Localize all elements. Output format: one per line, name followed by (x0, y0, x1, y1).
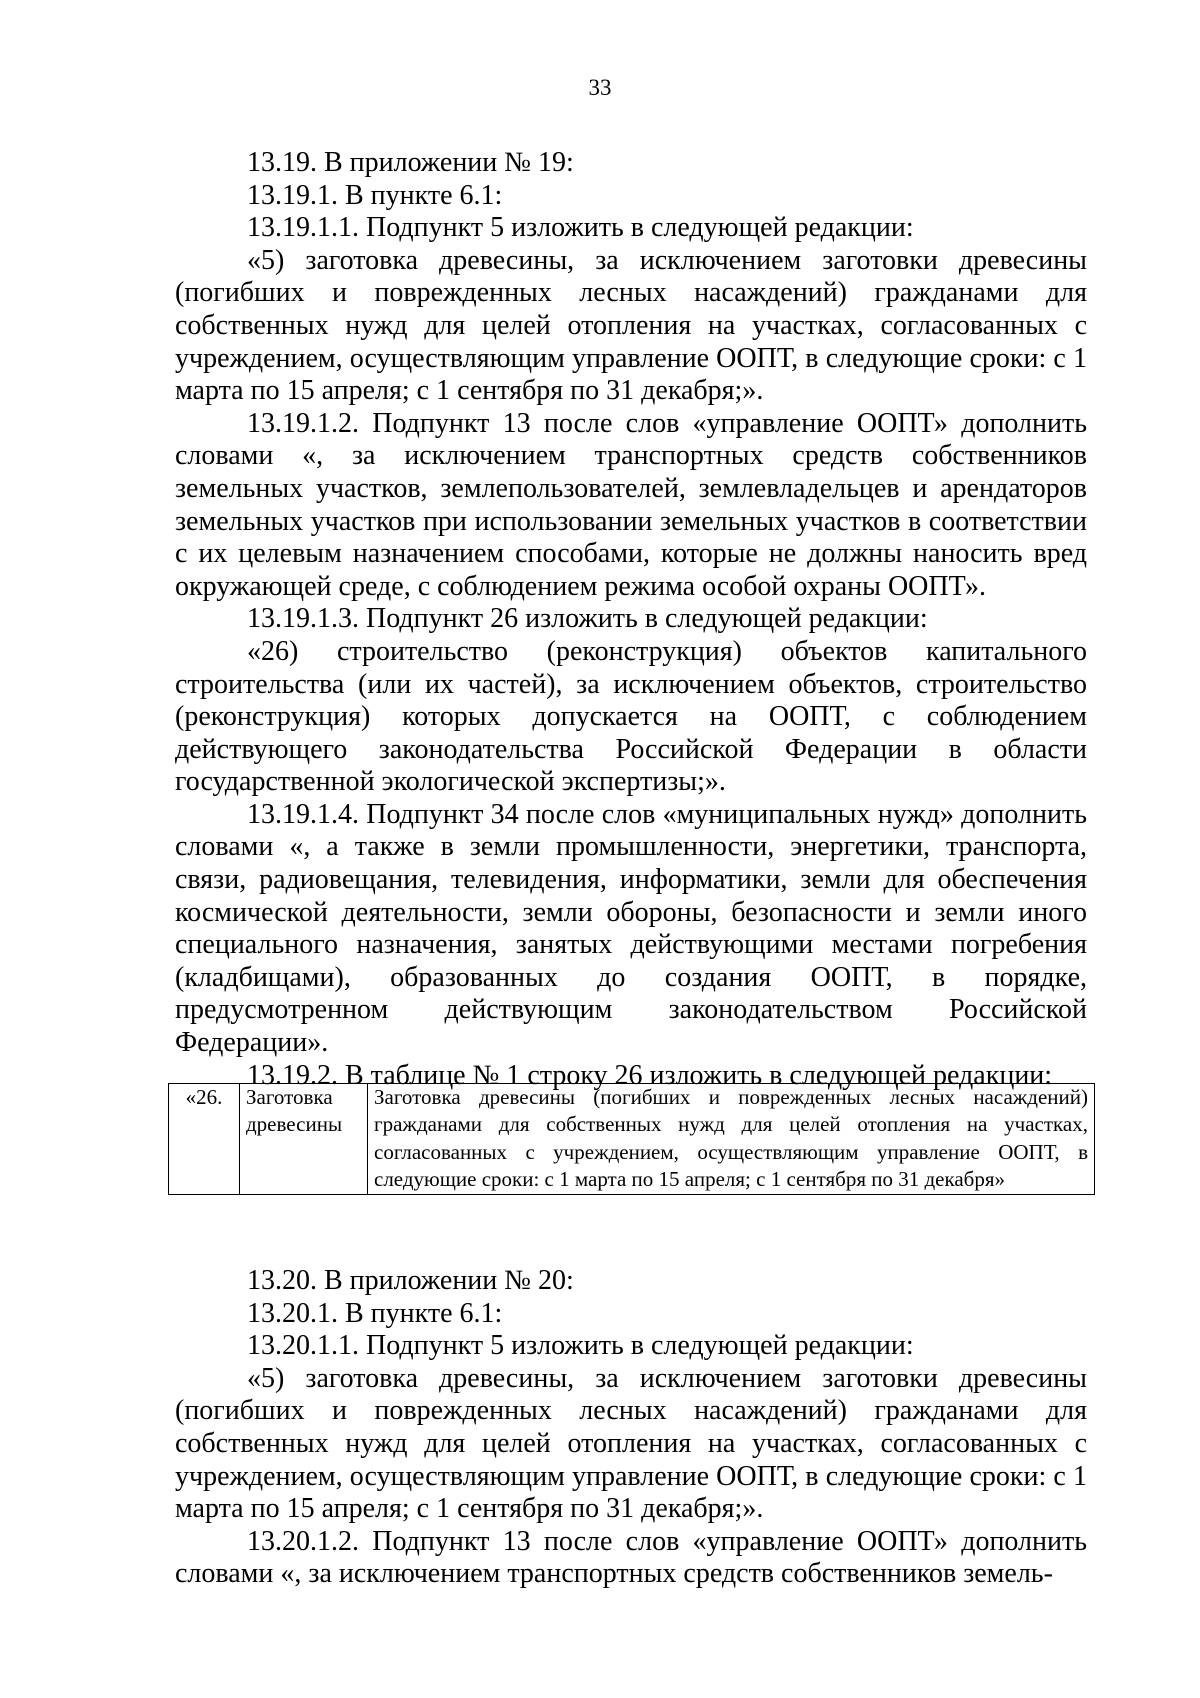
table-row (169, 1084, 1095, 1195)
paragraph-13-20-1-1: 13.20.1.1. Подпункт 5 изложить в следующей редакции: (247, 1330, 914, 1362)
paragraph-13-19: 13.19. В приложении № 19: (247, 147, 574, 178)
paragraph-subitem-5-text: «5) заготовка древесины, за исключением заготовки древесины (погибших и поврежденных лесных насаждений) гражданами для собственных нужд для целей отопления на участках, согласованных с учреждением, осуществляющим управление ООПТ, в следующие сроки: с 1 марта по 15 апреля; с 1 сентября по 31 декабря;». (175, 244, 1087, 407)
paragraph-subitem-5-text: «5) заготовка древесины, за исключением заготовки древесины (погибших и поврежденных лесных насаждений) гражданами для собственных нужд для целей отопления на участках, согласованных с учреждением, осуществляющим управление ООПТ, в следующие сроки: с 1 марта по 15 апреля; с 1 сентября по 31 декабря;». (175, 1362, 1087, 1525)
section-13-20 (175, 1265, 1087, 1591)
amendment-table (168, 1083, 1095, 1195)
paragraph-13-20-1-2: 13.20.1.2. Подпункт 13 после слов «управление ООПТ» дополнить словами «, за исключением транспортных средств собственников земель- (175, 1525, 1087, 1590)
table-cell-description: Заготовка древесины (погибших и поврежденных лесных насаждений) гражданами для собственных нужд для целей отопления на участках, согласованных с учреждением, осуществляющим управление ООПТ, в следующие сроки: с 1 марта по 15 апреля; с 1 сентября по 31 декабря» (368, 1084, 1095, 1195)
paragraph-subitem-26-text: «26) строительство (реконструкция) объектов капитального строительства (или их частей), за исключением объектов, строительство (реконструкция) которых допускается на ООПТ, с соблюдением действующего законодательства Российской Федерации в области государственной экологической экспертизы;». (175, 635, 1087, 798)
paragraph-13-19-2: 13.19.2. В таблице № 1 строку 26 изложить в следующей редакции: (247, 1059, 1053, 1091)
table-cell-number: «26. (169, 1084, 240, 1195)
section-13-19 (175, 147, 1087, 1092)
paragraph-13-19-1-2: 13.19.1.2. Подпункт 13 после слов «управление ООПТ» дополнить словами «, за исключением транспортных средств собственников земельных участков, землепользователей, землевладельцев и арендаторов земельных участков при использовании земельных участков в соответствии с их целевым назначением способами, которые не должны наносить вред окружающей среде, с соблюдением режима особой охраны ООПТ». (175, 407, 1087, 602)
table-cell-name: Заготовка древесины (240, 1084, 368, 1195)
paragraph-13-20-1: 13.20.1. В пункте 6.1: (247, 1297, 503, 1329)
page-number: 33 (588, 75, 612, 100)
paragraph-13-19-1-1: 13.19.1.1. Подпункт 5 изложить в следующей редакции: (247, 212, 914, 244)
paragraph-13-20: 13.20. В приложении № 20: (247, 1265, 574, 1296)
paragraph-13-19-1-3: 13.19.1.3. Подпункт 26 изложить в следующей редакции: (247, 603, 928, 635)
paragraph-13-19-1-4: 13.19.1.4. Подпункт 34 после слов «муниципальных нужд» дополнить словами «, а также в земли промышленности, энергетики, транспорта, связи, радиовещания, телевидения, информатики, земли для обеспечения космической деятельности, земли обороны, безопасности и земли иного специального назначения, занятых действующими местами погребения (кладбищами), образованных до создания ООПТ, в порядке, предусмотренном действующим законодательством Российской Федерации». (175, 798, 1087, 1059)
paragraph-13-19-1: 13.19.1. В пункте 6.1: (247, 179, 503, 211)
